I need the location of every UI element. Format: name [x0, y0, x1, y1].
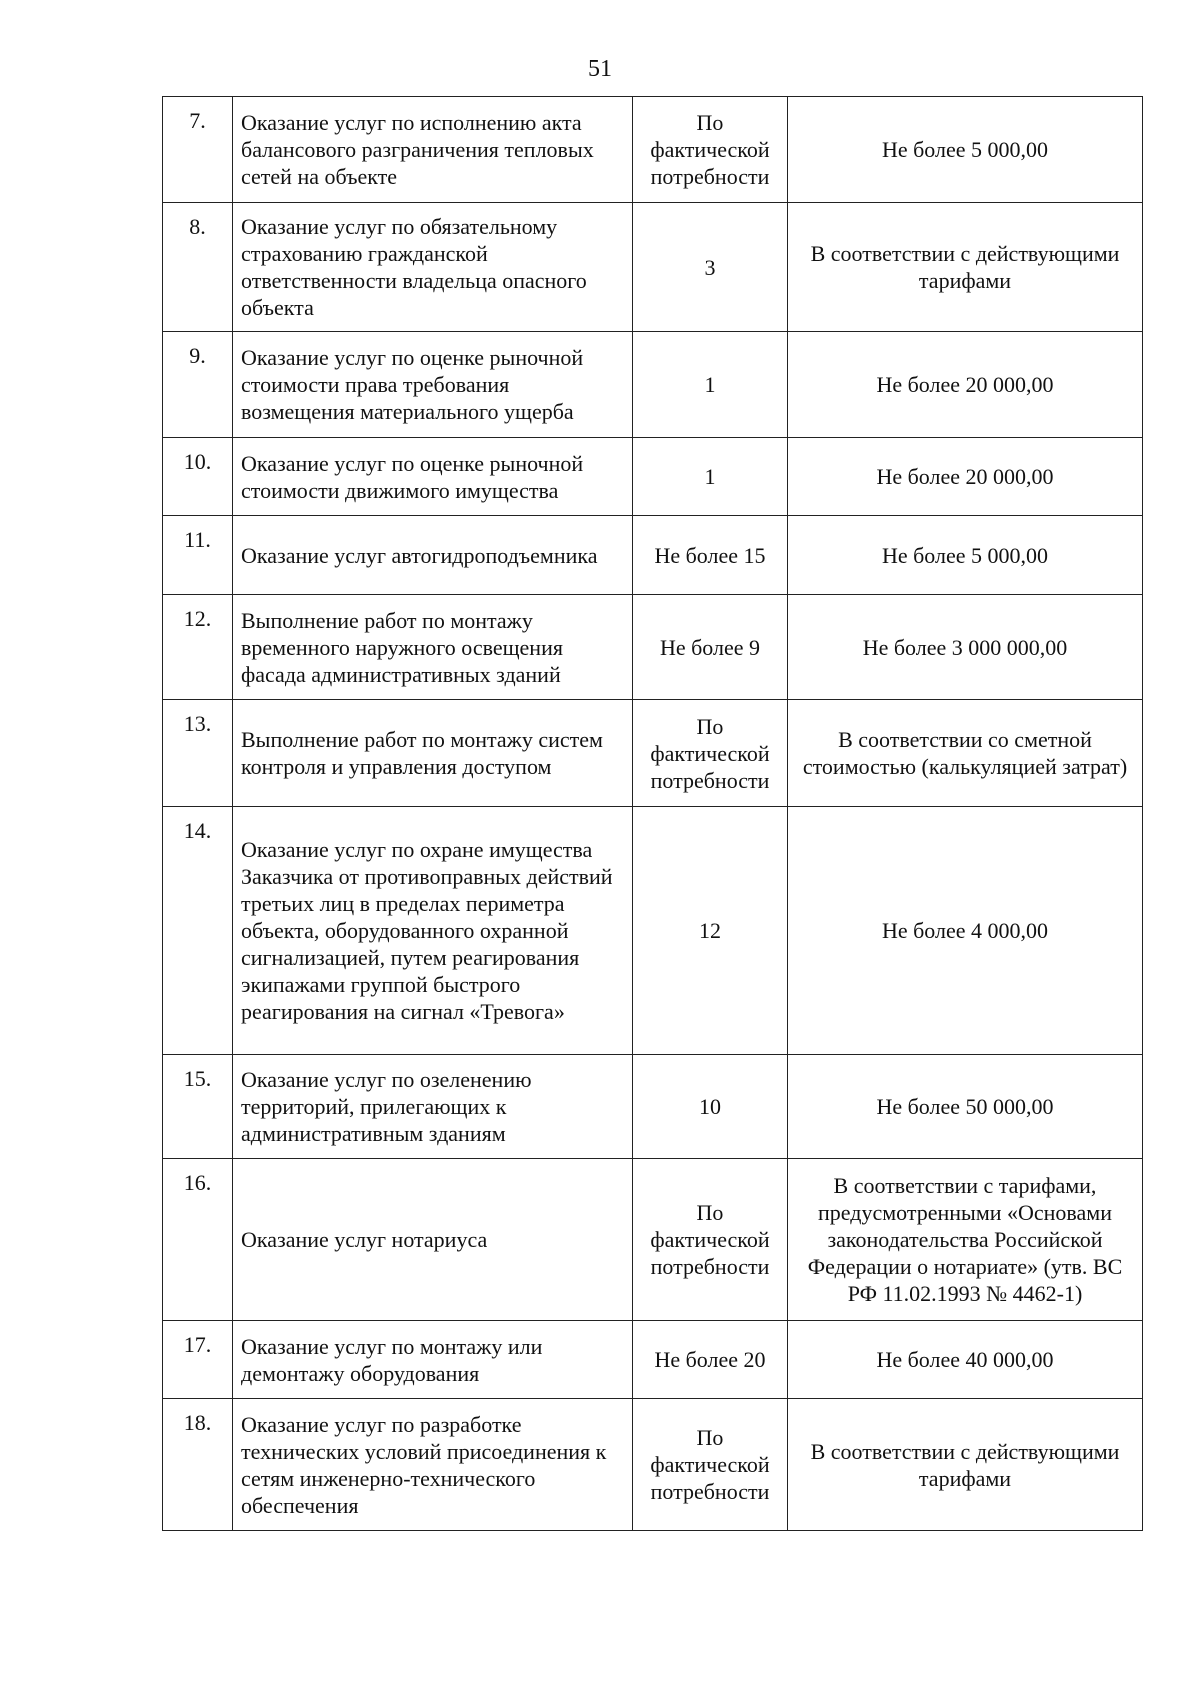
row-number: 11. [163, 516, 233, 595]
service-quantity: 1 [633, 332, 788, 438]
row-number: 15. [163, 1055, 233, 1159]
service-name: Оказание услуг по обязательному страхованию гражданской ответственности владельца опасного объекта [233, 203, 633, 332]
service-name: Выполнение работ по монтажу систем контроля и управления доступом [233, 700, 633, 807]
service-quantity: По фактической потребности [633, 1159, 788, 1321]
service-price: В соответствии с тарифами, предусмотренными «Основами законодательства Российской Федерации о нотариате» (утв. ВС РФ 11.02.1993 № 4462-1) [788, 1159, 1143, 1321]
service-name: Оказание услуг по охране имущества Заказчика от противоправных действий третьих лиц в пределах периметра объекта, оборудованного охранной сигнализацией, путем реагирования экипажами группой быстрого реагирования на сигнал «Тревога» [233, 807, 633, 1055]
row-number: 16. [163, 1159, 233, 1321]
service-name: Оказание услуг нотариуса [233, 1159, 633, 1321]
service-price: Не более 4 000,00 [788, 807, 1143, 1055]
service-quantity: 1 [633, 438, 788, 516]
service-name: Оказание услуг по исполнению акта балансового разграничения тепловых сетей на объекте [233, 97, 633, 203]
service-quantity: Не более 9 [633, 595, 788, 700]
service-price: Не более 20 000,00 [788, 438, 1143, 516]
service-price: Не более 3 000 000,00 [788, 595, 1143, 700]
service-name: Оказание услуг по оценке рыночной стоимости движимого имущества [233, 438, 633, 516]
row-number: 9. [163, 332, 233, 438]
service-quantity: 12 [633, 807, 788, 1055]
service-quantity: По фактической потребности [633, 1399, 788, 1531]
table-row [163, 332, 1143, 438]
services-table [162, 96, 1143, 1531]
service-name: Оказание услуг автогидроподъемника [233, 516, 633, 595]
service-quantity: По фактической потребности [633, 700, 788, 807]
service-price: Не более 40 000,00 [788, 1321, 1143, 1399]
row-number: 18. [163, 1399, 233, 1531]
page-number: 51 [588, 56, 612, 82]
table-row [163, 1159, 1143, 1321]
service-price: Не более 20 000,00 [788, 332, 1143, 438]
table-row [163, 1055, 1143, 1159]
service-price: Не более 5 000,00 [788, 516, 1143, 595]
service-name: Оказание услуг по монтажу или демонтажу оборудования [233, 1321, 633, 1399]
table-row [163, 516, 1143, 595]
table-row [163, 807, 1143, 1055]
table-row [163, 438, 1143, 516]
service-price: Не более 50 000,00 [788, 1055, 1143, 1159]
service-quantity: 3 [633, 203, 788, 332]
row-number: 14. [163, 807, 233, 1055]
table-row [163, 1321, 1143, 1399]
row-number: 10. [163, 438, 233, 516]
service-price: В соответствии с действующими тарифами [788, 1399, 1143, 1531]
service-name: Оказание услуг по оценке рыночной стоимости права требования возмещения материального ущерба [233, 332, 633, 438]
table-row [163, 203, 1143, 332]
service-name: Оказание услуг по разработке технических условий присоединения к сетям инженерно-технического обеспечения [233, 1399, 633, 1531]
row-number: 17. [163, 1321, 233, 1399]
service-price: В соответствии со сметной стоимостью (калькуляцией затрат) [788, 700, 1143, 807]
row-number: 12. [163, 595, 233, 700]
row-number: 7. [163, 97, 233, 203]
service-name: Оказание услуг по озеленению территорий, прилегающих к административным зданиям [233, 1055, 633, 1159]
service-quantity: Не более 20 [633, 1321, 788, 1399]
service-price: В соответствии с действующими тарифами [788, 203, 1143, 332]
row-number: 13. [163, 700, 233, 807]
table-row [163, 97, 1143, 203]
table-row [163, 700, 1143, 807]
service-quantity: Не более 15 [633, 516, 788, 595]
row-number: 8. [163, 203, 233, 332]
table-row [163, 1399, 1143, 1531]
table-row [163, 595, 1143, 700]
service-quantity: По фактической потребности [633, 97, 788, 203]
service-price: Не более 5 000,00 [788, 97, 1143, 203]
service-quantity: 10 [633, 1055, 788, 1159]
service-name: Выполнение работ по монтажу временного наружного освещения фасада административных зданий [233, 595, 633, 700]
